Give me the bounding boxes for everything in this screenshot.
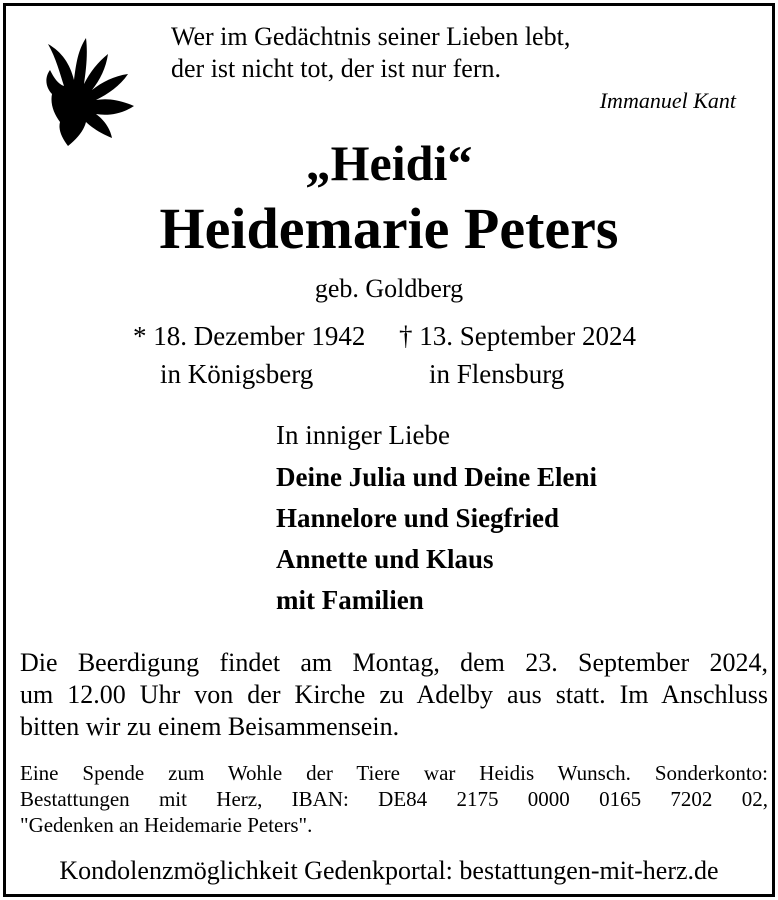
funeral-text: um 12.00 Uhr von der Kirche zu Adelby aus statt. Im Anschluss [20,680,768,709]
birth-place: in Königsberg [160,359,314,389]
obituary-notice [3,3,775,897]
donation-text: Bestattungen mit Herz, IBAN: DE84 2175 0000 0165 7202 02, [20,787,768,811]
birth-date: * 18. Dezember 1942 [133,321,366,351]
funeral-text: Die Beerdigung findet am Montag, dem 23. September 2024, [20,648,768,677]
death-date: † 13. September 2024 [399,321,636,351]
quote-line: Wer im Gedächtnis seiner Lieben lebt, [171,22,571,51]
antler-icon [44,34,140,148]
mourner-name: Deine Julia und Deine Eleni [276,462,598,492]
donation-text: "Gedenken an Heidemarie Peters". [20,813,313,837]
mourner-name: Annette und Klaus [276,544,494,574]
deceased-name: Heidemarie Peters [159,196,619,261]
mourner-name: mit Familien [276,585,424,615]
death-place: in Flensburg [429,359,565,389]
maiden-name: geb. Goldberg [314,274,464,303]
quote-line: der ist nicht tot, der ist nur fern. [171,54,501,83]
mourners-intro: In inniger Liebe [276,420,450,450]
quote-author: Immanuel Kant [599,88,736,113]
donation-text: Eine Spende zum Wohle der Tiere war Heidis Wunsch. Sonderkonto: [20,761,768,785]
deceased-nickname: „Heidi“ [305,135,473,191]
condolence-line: Kondolenzmöglichkeit Gedenkportal: bestattungen-mit-herz.de [59,856,719,885]
funeral-text: bitten wir zu einem Beisammensein. [20,712,400,741]
mourner-name: Hannelore und Siegfried [276,503,560,533]
